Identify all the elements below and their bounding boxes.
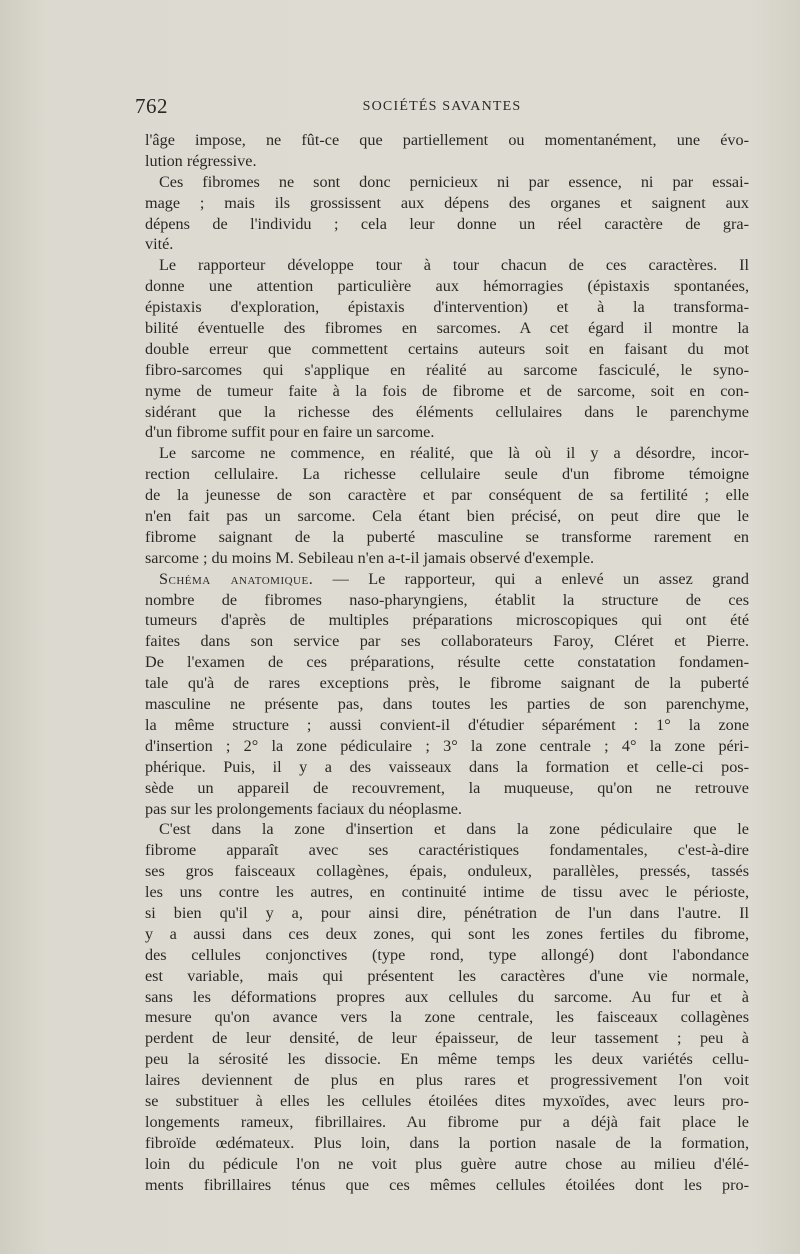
text-line: ses gros faisceaux collagènes, épais, onduleux, parallèles, pressés, tassés bbox=[145, 862, 749, 881]
text-line: phérique. Puis, il y a des vaisseaux dans la formation et celle-ci pos- bbox=[145, 757, 749, 776]
text-line: est variable, mais qui présentent les caractères d'une vie normale, bbox=[145, 966, 749, 985]
text-line: mesure qu'on avance vers la zone centrale, les faisceaux collagènes bbox=[145, 1008, 749, 1027]
text-line: se substituer à elles les cellules étoilées dites myxoïdes, avec leurs pro- bbox=[145, 1091, 749, 1110]
text-line: bilité éventuelle des fibromes en sarcomes. A cet égard il montre la bbox=[145, 319, 749, 338]
text-line: sède un appareil de recouvrement, la muqueuse, qu'on ne retrouve bbox=[145, 778, 749, 797]
body-text bbox=[145, 130, 749, 1195]
text-line: faites dans son service par ses collaborateurs Faroy, Cléret et Pierre. bbox=[145, 632, 749, 651]
text-line: la même structure ; aussi convient-il d'étudier séparément : 1° la zone bbox=[145, 715, 749, 734]
text-line: l'âge impose, ne fût-ce que partiellement ou momentanément, une évo- bbox=[145, 131, 749, 149]
text-line: de la jeunesse de son caractère et par conséquent de sa fertilité ; elle bbox=[145, 486, 749, 505]
text-line: De l'examen de ces préparations, résulte cette constatation fondamen- bbox=[145, 653, 749, 672]
text-line: longements rameux, fibrillaires. Au fibrome pur a déjà fait place le bbox=[145, 1112, 749, 1131]
text-line: fibrome saignant de la puberté masculine se transforme rarement en bbox=[145, 527, 749, 546]
text-line: dépens de l'individu ; cela leur donne un réel caractère de gra- bbox=[145, 214, 749, 233]
text-line: laires deviennent de plus en plus rares et progressivement l'on voit bbox=[145, 1071, 749, 1090]
section-heading: Schéma anatomique. bbox=[159, 569, 314, 588]
text-line: des cellules conjonctives (type rond, type allongé) dont l'abondance bbox=[145, 945, 749, 964]
section-heading-line bbox=[145, 569, 749, 590]
text-line: loin du pédicule l'on ne voit plus guère autre chose au milieu d'élé- bbox=[145, 1154, 749, 1173]
text-line: peu la sérosité les dissocie. En même temps les deux variétés cellu- bbox=[145, 1050, 749, 1069]
text-line: sarcome ; du moins M. Sebileau n'en a-t-il jamais observé d'exemple. bbox=[145, 548, 595, 567]
text-line: épistaxis d'exploration, épistaxis d'intervention) et à la transforma- bbox=[145, 298, 749, 317]
text-line: nombre de fibromes naso-pharyngiens, établit la structure de ces bbox=[145, 590, 749, 609]
text-line: Ces fibromes ne sont donc pernicieux ni par essence, ni par essai- bbox=[159, 172, 749, 191]
text-line: si bien qu'il y a, pour ainsi dire, pénétration de l'un dans l'autre. Il bbox=[145, 903, 749, 922]
page-header bbox=[135, 94, 749, 122]
text-line: rection cellulaire. La richesse cellulaire seule d'un fibrome témoigne bbox=[145, 465, 749, 484]
text-line: n'en fait pas un sarcome. Cela étant bien précisé, on peut dire que le bbox=[145, 507, 749, 526]
text-line: sidérant que la richesse des éléments cellulaires dans le parenchyme bbox=[145, 402, 749, 421]
text-line: ments fibrillaires ténus que ces mêmes cellules étoilées dont les pro- bbox=[145, 1175, 749, 1194]
text-line: d'un fibrome suffit pour en faire un sarcome. bbox=[145, 423, 435, 442]
text-line: sans les déformations propres aux cellules du sarcome. Au fur et à bbox=[145, 987, 749, 1006]
text-line: Le rapporteur développe tour à tour chacun de ces caractères. Il bbox=[159, 256, 749, 275]
text-line: donne une attention particulière aux hémorragies (épistaxis spontanées, bbox=[145, 277, 749, 296]
text-line: double erreur que commettent certains auteurs soit en faisant du mot bbox=[145, 339, 749, 358]
text-line: vité. bbox=[145, 235, 174, 254]
text-line: lution régressive. bbox=[145, 151, 257, 170]
text-line: les uns contre les autres, en continuité intime de tissu avec le périoste, bbox=[145, 883, 749, 902]
text-line: fibrome apparaît avec ses caractéristiques fondamentales, c'est-à-dire bbox=[145, 841, 749, 860]
text-line: d'insertion ; 2° la zone pédiculaire ; 3° la zone centrale ; 4° la zone péri- bbox=[145, 736, 749, 755]
text-line: tale qu'à de rares exceptions près, le fibrome saignant de la puberté bbox=[145, 674, 749, 693]
page-number: 762 bbox=[135, 94, 168, 118]
text-line: fibro-sarcomes qui s'applique en réalité au sarcome fasciculé, le syno- bbox=[145, 360, 749, 379]
text-line: C'est dans la zone d'insertion et dans la zone pédiculaire que le bbox=[159, 820, 749, 839]
running-title: SOCIÉTÉS SAVANTES bbox=[362, 99, 522, 114]
text-line: pas sur les prolongements faciaux du néoplasme. bbox=[145, 799, 462, 818]
text-line: Le sarcome ne commence, en réalité, que là où il y a désordre, incor- bbox=[159, 444, 749, 463]
text-line: perdent de leur densité, de leur épaisseur, de leur tassement ; peu à bbox=[145, 1029, 749, 1048]
text-line: mage ; mais ils grossissent aux dépens des organes et saignent aux bbox=[145, 193, 749, 212]
text-line: fibroïde œdémateux. Plus loin, dans la portion nasale de la formation, bbox=[145, 1133, 749, 1152]
text-line: tumeurs d'après de multiples préparations microscopiques qui ont été bbox=[145, 611, 749, 630]
text-line: y a aussi dans ces deux zones, qui sont les zones fertiles du fibrome, bbox=[145, 924, 749, 943]
text-line: nyme de tumeur faite à la fois de fibrome et de sarcome, soit en con- bbox=[145, 381, 749, 400]
text-fragment: — Le rapporteur, qui a enlevé un assez grand bbox=[313, 569, 749, 588]
text-line: masculine ne présente pas, dans toutes les parties de son parenchyme, bbox=[145, 695, 749, 714]
